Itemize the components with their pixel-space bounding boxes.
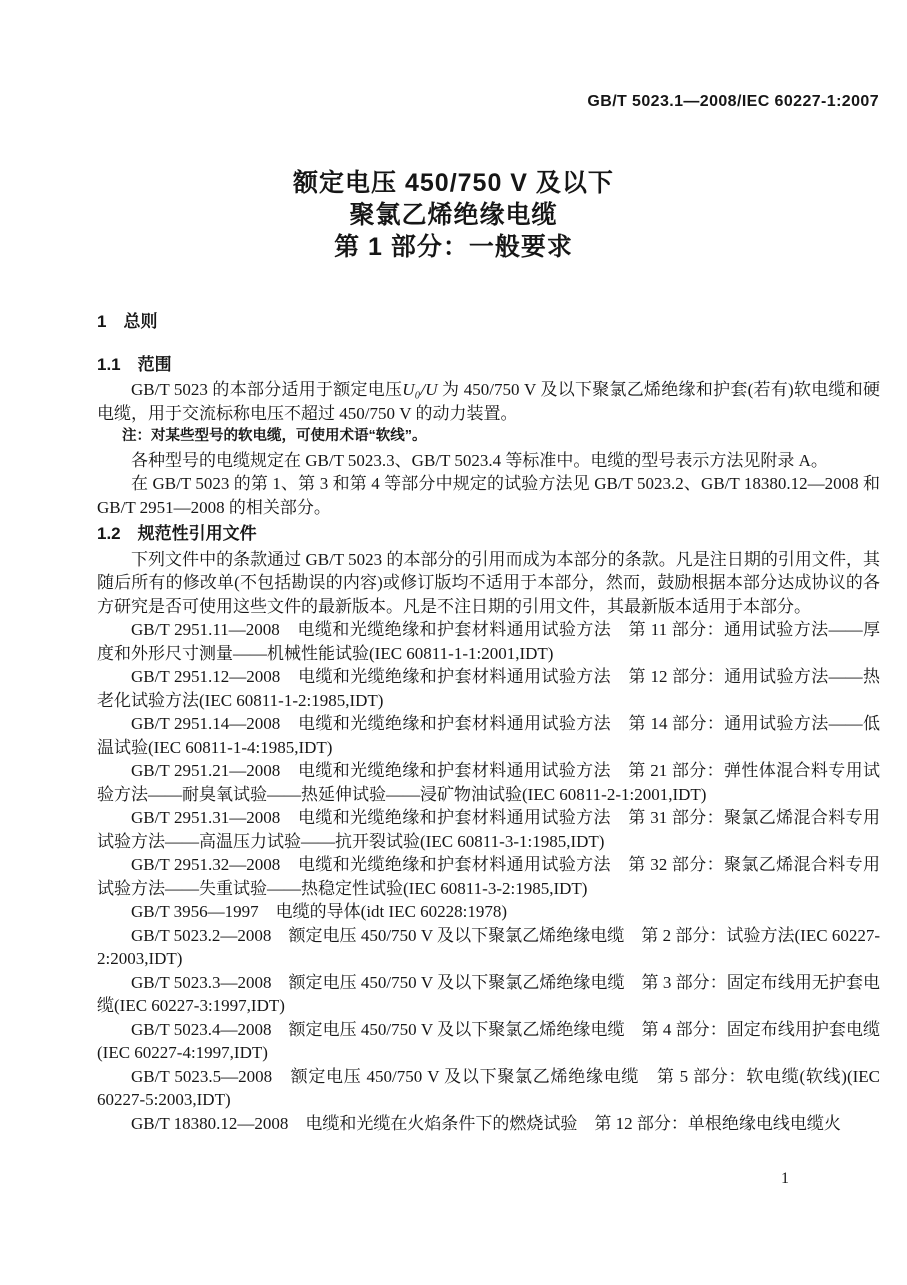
reference-item: GB/T 3956—1997 电缆的导体(idt IEC 60228:1978) — [131, 902, 508, 921]
subsection-heading-1-1: 1.1 范围 — [97, 354, 172, 374]
reference-item: GB/T 2951.12—2008 电缆和光缆绝缘和护套材料通用试验方法 第 12 部分：通用试验方法——热老化试验方法(IEC 60811-1-2:1985,IDT) — [97, 667, 880, 710]
paragraph-test-methods: 在 GB/T 5023 的第 1、第 3 和第 4 等部分中规定的试验方法见 GB/T 5023.2、GB/T 18380.12—2008 和 GB/T 2951—2008 的相关部分。 — [97, 474, 880, 517]
paragraph-types: 各种型号的电缆规定在 GB/T 5023.3、GB/T 5023.4 等标准中。电缆的型号表示方法见附录 A。 — [131, 450, 828, 470]
page-number: 1 — [781, 1170, 789, 1187]
reference-item: GB/T 5023.2—2008 额定电压 450/750 V 及以下聚氯乙烯绝缘电缆 第 2 部分：试验方法(IEC 60227-2:2003,IDT) — [97, 925, 880, 968]
title-line-2: 聚氯乙烯绝缘电缆 — [349, 201, 558, 229]
reference-item: GB/T 5023.4—2008 额定电压 450/750 V 及以下聚氯乙烯绝缘电缆 第 4 部分：固定布线用护套电缆(IEC 60227-4:1997,IDT) — [97, 1019, 880, 1062]
reference-item: GB/T 2951.21—2008 电缆和光缆绝缘和护套材料通用试验方法 第 21 部分：弹性体混合料专用试验方法——耐臭氧试验——热延伸试验——浸矿物油试验(IEC 60811-2-1:2001,IDT) — [97, 761, 880, 804]
reference-item: GB/T 2951.11—2008 电缆和光缆绝缘和护套材料通用试验方法 第 11 部分：通用试验方法——厚度和外形尺寸测量——机械性能试验(IEC 60811-1-1:2001,IDT) — [97, 620, 880, 663]
reference-item: GB/T 2951.14—2008 电缆和光缆绝缘和护套材料通用试验方法 第 14 部分：通用试验方法——低温试验(IEC 60811-1-4:1985,IDT) — [97, 714, 880, 757]
reference-item: GB/T 18380.12—2008 电缆和光缆在火焰条件下的燃烧试验 第 12 部分：单根绝缘电线电缆火 — [131, 1113, 841, 1133]
reference-item: GB/T 2951.32—2008 电缆和光缆绝缘和护套材料通用试验方法 第 32 部分：聚氯乙烯混合料专用试验方法——失重试验——热稳定性试验(IEC 60811-3-2:1985,IDT) — [97, 855, 880, 898]
document-title — [0, 167, 907, 263]
reference-item: GB/T 5023.3—2008 额定电压 450/750 V 及以下聚氯乙烯绝缘电缆 第 3 部分：固定布线用无护套电缆(IEC 60227-3:1997,IDT) — [97, 972, 880, 1015]
paragraph-normative-references: 下列文件中的条款通过 GB/T 5023 的本部分的引用而成为本部分的条款。凡是注日期的引用文件，其随后所有的修改单(不包括勘误的内容)或修订版均不适用于本部分，然而，鼓励根据本部分达成协议的各方研究是否可使用这些文件的最新版本。凡是不注日期的引用文件，其最新版本适用于本部分。 — [97, 549, 880, 616]
section-heading-1: 1 总则 — [97, 312, 158, 331]
paragraph-scope: GB/T 5023 的本部分适用于额定电压U₀/U 为 450/750 V 及以下聚氯乙烯绝缘和护套(若有)软电缆和硬电缆，用于交流标称电压不超过 450/750 V 的动力装置。 — [97, 380, 880, 423]
title-line-1: 额定电压 450/750 V 及以下 — [293, 169, 614, 197]
document-body — [97, 310, 880, 1135]
reference-item: GB/T 2951.31—2008 电缆和光缆绝缘和护套材料通用试验方法 第 31 部分：聚氯乙烯混合料专用试验方法——高温压力试验——抗开裂试验(IEC 60811-3-1:1985,IDT) — [97, 808, 880, 851]
note: 注：对某些型号的软电缆，可使用术语“软线”。 — [122, 428, 427, 444]
subsection-heading-1-2: 1.2 规范性引用文件 — [97, 524, 257, 543]
standard-code-header: GB/T 5023.1—2008/IEC 60227-1:2007 — [587, 93, 879, 110]
reference-item: GB/T 5023.5—2008 额定电压 450/750 V 及以下聚氯乙烯绝缘电缆 第 5 部分：软电缆(软线)(IEC 60227-5:2003,IDT) — [97, 1066, 880, 1109]
title-line-3: 第 1 部分：一般要求 — [334, 233, 573, 261]
